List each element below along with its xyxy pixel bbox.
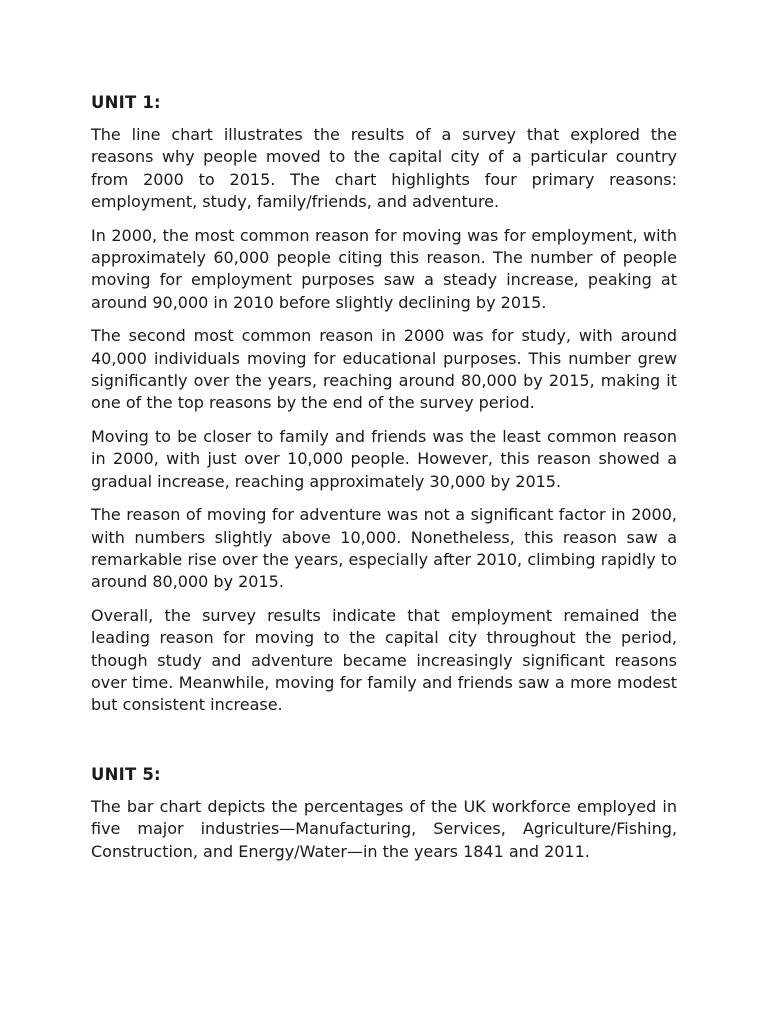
- unit-1-heading: UNIT 1:: [91, 93, 161, 112]
- unit-5-heading: UNIT 5:: [91, 764, 161, 784]
- unit-1-paragraph-5: The reason of moving for adventure was not a significant factor in 2000, with numbers slightly above 10,000. Nonetheless, this reason saw a remarkable rise over the years, especially after 2010, climbing rapidly to around 80,000 by 2015.: [91, 505, 677, 592]
- unit-5-paragraph-1: The bar chart depicts the percentages of the UK workforce employed in five major industries—Manufacturing, Services, Agriculture/Fishing, Construction, and Energy/Water—in the years 1841 and 2011.: [91, 796, 677, 861]
- unit-1-paragraph-1: The line chart illustrates the results of a survey that explored the reasons why people moved to the capital city of a particular country from 2000 to 2015. The chart highlights four primary reasons: employment, study, family/friends, and adventure.: [91, 125, 677, 212]
- unit-1-paragraph-2: In 2000, the most common reason for moving was for employment, with approximately 60,000 people citing this reason. The number of people moving for employment purposes saw a steady increase, peaking at around 90,000 in 2010 before slightly declining by 2015.: [91, 225, 677, 312]
- unit-5-section: [91, 764, 677, 863]
- unit-1-paragraph-3: The second most common reason in 2000 was for study, with around 40,000 individuals moving for educational purposes. This number grew significantly over the years, reaching around 80,000 by 2015, making it one of the top reasons by the end of the survey period.: [91, 326, 677, 413]
- unit-1-paragraph-4: Moving to be closer to family and friends was the least common reason in 2000, with just over 10,000 people. However, this reason showed a gradual increase, reaching approximately 30,000 by 2015.: [91, 426, 677, 491]
- section-spacer: [91, 728, 677, 764]
- document-page: [91, 92, 677, 874]
- unit-1-section: [91, 92, 677, 717]
- unit-1-paragraph-6: Overall, the survey results indicate that employment remained the leading reason for moving to the capital city throughout the period, though study and adventure became increasingly significant reasons over time. Meanwhile, moving for family and friends saw a more modest but consistent increase.: [91, 605, 677, 715]
